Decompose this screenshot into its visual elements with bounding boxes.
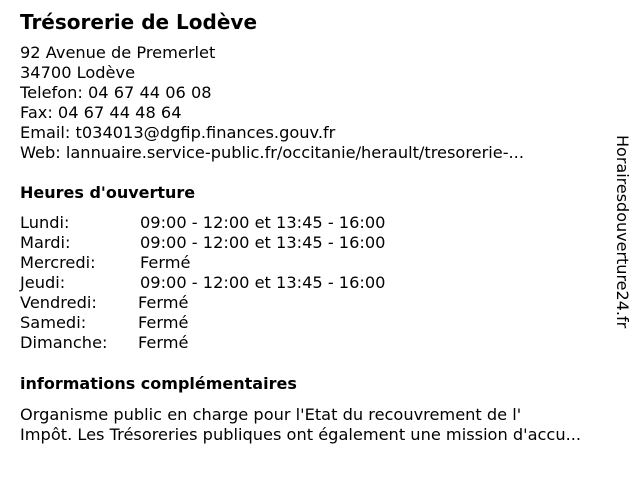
day-label: Jeudi: (20, 273, 66, 292)
day-label: Samedi: (20, 313, 87, 332)
day-label: Lundi: (20, 213, 70, 232)
hours-row-tuesday (20, 233, 386, 253)
hours-value: 09:00 - 12:00 et 13:45 - 16:00 (140, 273, 386, 292)
hours-row-thursday (20, 273, 386, 293)
day-label: Vendredi: (20, 293, 97, 312)
hours-value: Fermé (138, 333, 189, 352)
hours-value: 09:00 - 12:00 et 13:45 - 16:00 (140, 213, 386, 232)
hours-value: Fermé (138, 313, 189, 332)
website-link[interactable]: Web: lannuaire.service-public.fr/occitanie/herault/tresorerie-... (20, 143, 524, 162)
day-label: Mercredi: (20, 253, 96, 272)
fax-number: Fax: 04 67 44 48 64 (20, 103, 182, 122)
day-label: Dimanche: (20, 333, 108, 352)
info-heading: informations complémentaires (20, 374, 297, 393)
info-line: Organisme public en charge pour l'Etat du recouvrement de l' (20, 405, 522, 424)
hours-row-wednesday (20, 253, 191, 273)
opening-hours-table (20, 213, 386, 353)
hours-value: Fermé (140, 253, 191, 272)
hours-heading: Heures d'ouverture (20, 183, 196, 202)
hours-value: 09:00 - 12:00 et 13:45 - 16:00 (140, 233, 386, 252)
phone-number[interactable]: Telefon: 04 67 44 06 08 (20, 83, 212, 102)
hours-row-monday (20, 213, 386, 233)
day-label: Mardi: (20, 233, 71, 252)
address-city: 34700 Lodève (20, 63, 136, 82)
hours-row-friday (20, 293, 189, 313)
info-text (20, 405, 581, 445)
page-title: Trésorerie de Lodève (20, 10, 258, 34)
info-line: Impôt. Les Trésoreries publiques ont également une mission d'accu... (20, 425, 582, 444)
contact-block (20, 43, 524, 163)
hours-value: Fermé (138, 293, 189, 312)
email-address[interactable]: Email: t034013@dgfip.finances.gouv.fr (20, 123, 336, 142)
site-brand-vertical: Horairesdouverture24.fr (613, 135, 632, 329)
hours-row-sunday (20, 333, 189, 353)
address-street: 92 Avenue de Premerlet (20, 43, 216, 62)
hours-row-saturday (20, 313, 189, 333)
